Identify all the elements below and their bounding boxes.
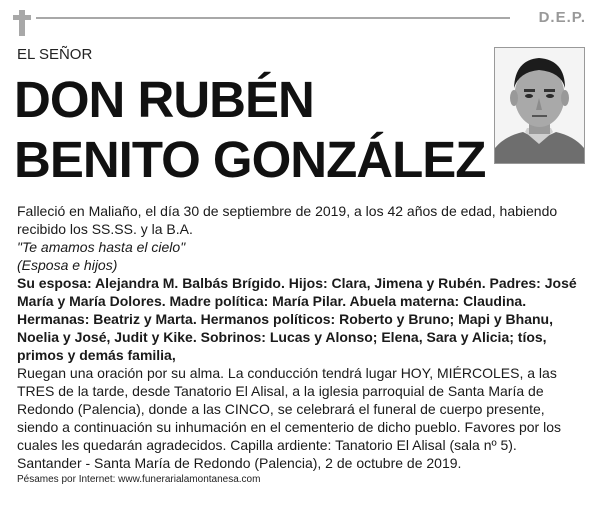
service-details: Ruegan una oración por su alma. La conducción tendrá lugar HOY, MIÉRCOLES, a las TRES de la tarde, desde Tanatorio El Alisal, a la iglesia parroquial de Santa María de Redondo (Palencia), donde a las CINCO, se celebrará el funeral de cuerpo presente, siendo a continuación su inhumación en el cementerio de dicho pueblo. Favores por los cuales les quedarán agradecidos. Capilla ardiente: Tanatorio El Alisal (sala nº 5). [17, 365, 562, 453]
header-rule [36, 17, 510, 19]
condolences-footer: Pésames por Internet: www.funerarialamontanesa.com [17, 474, 261, 485]
name-line-1: DON RUBÉN [14, 71, 314, 128]
cross-icon [13, 10, 33, 40]
name-line-2: BENITO GONZÁLEZ [14, 131, 486, 188]
place-date: Santander - Santa María de Redondo (Palencia), 2 de octubre de 2019. [17, 455, 462, 471]
family-list: Su esposa: Alejandra M. Balbás Brígido. Hijos: Clara, Jimena y Rubén. Padres: José María y María Dolores. Madre política: María Pilar. Abuela materna: Claudina. Hermanas: Beatriz y Marta. Hermanos políticos: Roberto y Bruno; Mapi y Bhanu, Noelia y José, Judit y Kike. Sobrinos: Lucas y Alonso; Elena, Sara y Alicia; tíos, primos y demás familia, [17, 275, 577, 363]
portrait-photo [494, 47, 585, 164]
obituary-body [17, 202, 585, 472]
deceased-name [14, 70, 485, 190]
honorific-prefix: EL SEÑOR [17, 46, 93, 63]
dep-label: D.E.P. [538, 9, 586, 26]
header [0, 0, 600, 30]
quote-attribution: (Esposa e hijos) [17, 257, 118, 273]
quote-text: "Te amamos hasta el cielo" [17, 239, 186, 255]
intro-text: Falleció en Maliaño, el día 30 de septiembre de 2019, a los 42 años de edad, habiendo recibido los SS.SS. y la B.A. [17, 203, 558, 237]
